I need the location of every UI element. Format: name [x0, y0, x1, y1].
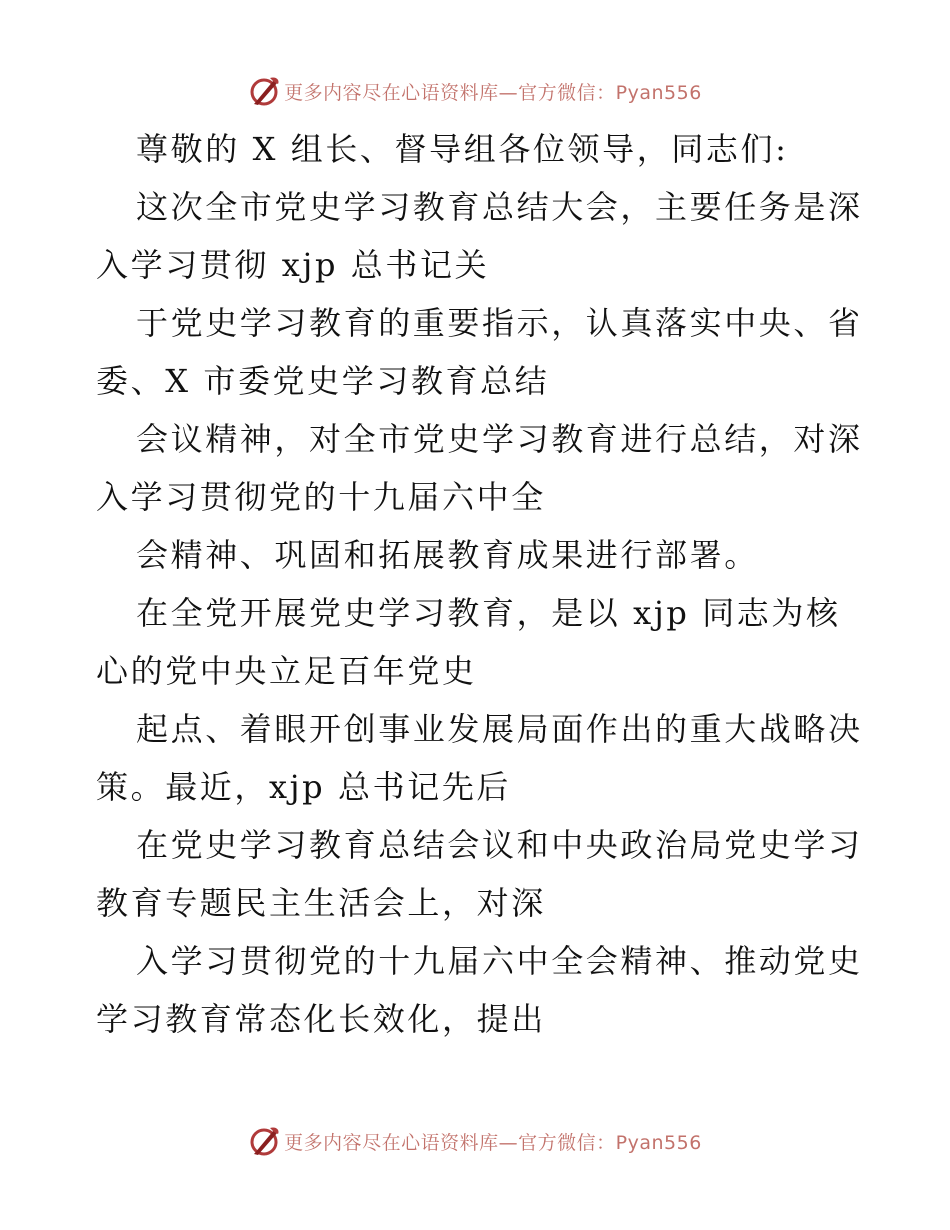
- paragraph-line: 策。最近，xjp 总书记先后: [96, 768, 512, 806]
- paragraph-line: 委、X 市委党史学习教育总结: [96, 362, 550, 400]
- paragraph-line: 学习教育常态化长效化，提出: [96, 1000, 546, 1038]
- paragraph-line: 入学习贯彻 xjp 总书记关: [96, 246, 490, 284]
- paragraph-line: 于党史学习教育的重要指示，认真落实中央、省: [136, 304, 863, 342]
- paragraph-line: 这次全市党史学习教育总结大会，主要任务是深: [136, 188, 863, 226]
- paragraph-line: 入学习贯彻党的十九届六中全: [96, 478, 546, 516]
- paragraph-line: 会议精神，对全市党史学习教育进行总结，对深: [136, 420, 863, 458]
- footer-watermark: [0, 1124, 950, 1158]
- quill-pen-seal-icon: [248, 74, 282, 108]
- paragraph-line: 尊敬的 X 组长、督导组各位领导，同志们:: [136, 130, 789, 168]
- header-watermark: [0, 74, 950, 108]
- paragraph-line: 教育专题民主生活会上，对深: [96, 884, 546, 922]
- paragraph-line: 入学习贯彻党的十九届六中全会精神、推动党史: [136, 942, 863, 980]
- paragraph-line: 心的党中央立足百年党史: [96, 652, 477, 690]
- quill-pen-seal-icon: [248, 1124, 282, 1158]
- paragraph-line: 会精神、巩固和拓展教育成果进行部署。: [136, 536, 759, 574]
- paragraph-line: 起点、着眼开创事业发展局面作出的重大战略决: [136, 710, 863, 748]
- watermark-text: 更多内容尽在心语资料库—官方微信：Pyan556: [284, 1131, 702, 1154]
- paragraph-line: 在全党开展党史学习教育，是以 xjp 同志为核: [136, 594, 841, 632]
- paragraph-line: 在党史学习教育总结会议和中央政治局党史学习: [136, 826, 863, 864]
- watermark-text: 更多内容尽在心语资料库—官方微信：Pyan556: [284, 81, 702, 104]
